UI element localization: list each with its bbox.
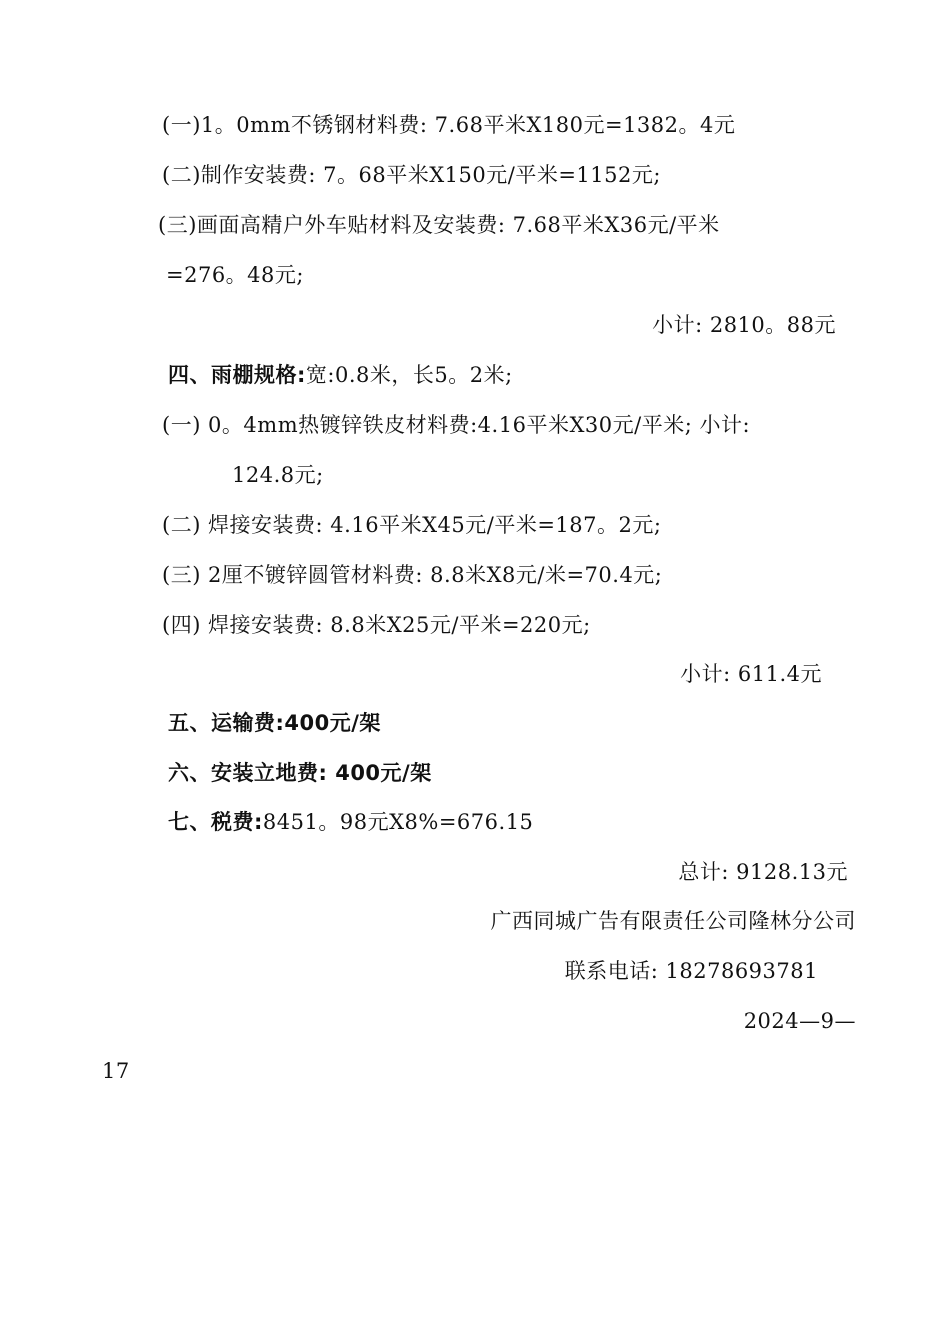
section7-line (168, 808, 533, 836)
grand-total: 总计: 9128.13元 (678, 860, 848, 884)
section5-transport: 五、运输费:400元/架 (168, 711, 381, 735)
section7-heading: 七、税费: (168, 810, 263, 834)
company-name: 广西同城广告有限责任公司隆林分公司 (490, 909, 856, 933)
section6-installation: 六、安装立地费: 400元/架 (168, 761, 432, 785)
subtotal-section4: 小计: 611.4元 (680, 662, 822, 686)
section4-line (168, 361, 513, 389)
item-welding-install-2: (四) 焊接安装费: 8.8米X25元/平米=220元; (162, 613, 591, 637)
item-welding-install-1: (二) 焊接安装费: 4.16平米X45元/平米=187。2元; (162, 513, 662, 537)
item-round-pipe: (三) 2厘不镀锌圆管材料费: 8.8米X8元/米=70.4元; (162, 563, 663, 587)
item-galvanized-sheet-cont: 124.8元; (232, 463, 324, 487)
item-vehicle-sticker-cont: =276。48元; (166, 263, 304, 287)
item-fabrication-install: (二)制作安装费: 7。68平米X150元/平米=1152元; (162, 163, 661, 187)
date-line-2: 17 (102, 1059, 130, 1083)
date-line-1: 2024—9— (743, 1009, 856, 1033)
item-stainless-steel: (一)1。0mm不锈钢材料费: 7.68平米X180元=1382。4元 (162, 113, 736, 137)
section7-value: 8451。98元X8%=676.15 (262, 810, 534, 834)
item-vehicle-sticker: (三)画面高精户外车贴材料及安装费: 7.68平米X36元/平米 (158, 213, 720, 237)
section4-spec: 宽:0.8米，长5。2米; (305, 363, 513, 387)
item-galvanized-sheet: (一) 0。4mm热镀锌铁皮材料费:4.16平米X30元/平米; 小计: (162, 413, 751, 437)
section4-heading: 四、雨棚规格: (168, 363, 306, 387)
contact-phone: 联系电话: 18278693781 (564, 959, 818, 983)
subtotal-section3: 小计: 2810。88元 (652, 313, 836, 337)
